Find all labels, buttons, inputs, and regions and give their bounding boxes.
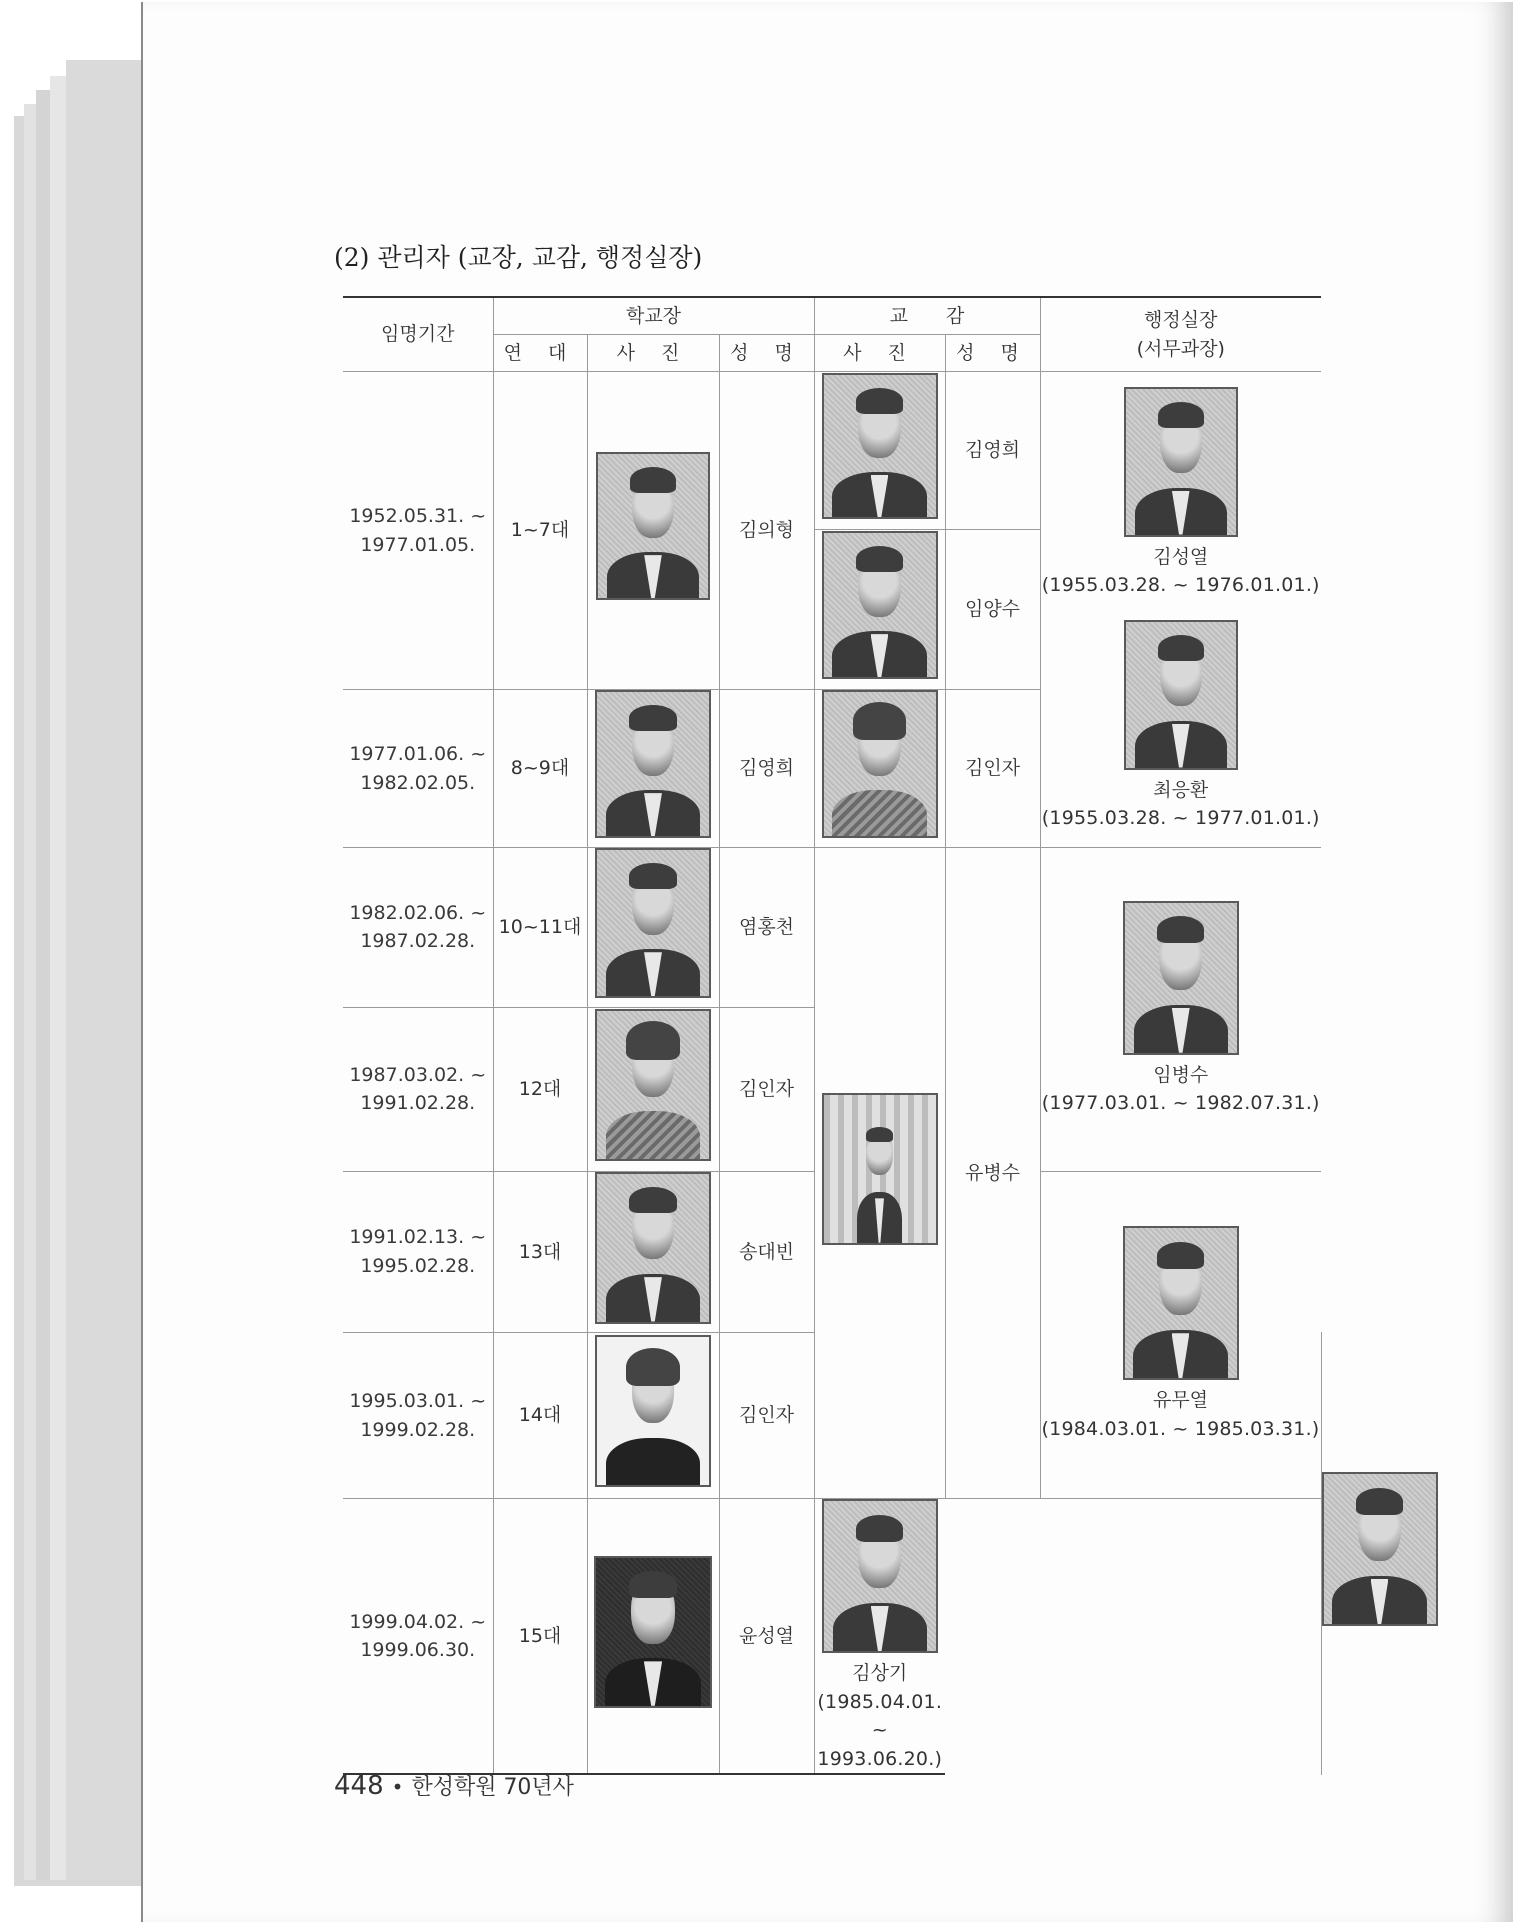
principal-period: 1991.02.13. ~ 1995.02.28. — [343, 1171, 493, 1333]
admin-entry — [815, 1499, 946, 1773]
principal-photo-cell — [587, 1007, 719, 1171]
principal-name: 김의형 — [719, 372, 814, 690]
vp-name: 김영희 — [945, 372, 1040, 530]
portrait-photo — [595, 690, 711, 838]
principal-photo-cell — [587, 372, 719, 690]
vp-photo-cell — [814, 690, 945, 848]
admin-period: (1985.04.01. ~ 1993.06.20.) — [817, 1690, 943, 1770]
principal-period: 1977.01.06. ~ 1982.02.05. — [343, 690, 493, 848]
header-generation: 연 대 — [493, 335, 587, 372]
header-appointment-period: 임명기간 — [343, 297, 493, 372]
admin-entry — [1041, 387, 1322, 600]
principal-generation: 12대 — [493, 1007, 587, 1171]
section-title: (2) 관리자 (교장, 교감, 행정실장) — [334, 243, 703, 272]
vp-name: 유병수 — [945, 848, 1040, 1499]
portrait-photo — [822, 531, 938, 679]
admin-name: 임병수 — [1153, 1063, 1209, 1086]
header-admin-head — [1040, 297, 1321, 372]
portrait-photo — [595, 1335, 711, 1487]
page-number: 448 — [334, 1771, 384, 1801]
principal-period: 1987.03.02. ~ 1991.02.28. — [343, 1007, 493, 1171]
admin-cell — [1040, 372, 1321, 848]
principal-generation: 15대 — [493, 1499, 587, 1775]
header-admin-head-line2: (서무과장) — [1136, 337, 1225, 360]
portrait-photo — [1123, 901, 1239, 1055]
portrait-photo — [1322, 1472, 1438, 1626]
principal-generation: 13대 — [493, 1171, 587, 1333]
admin-name: 김성열 — [1153, 545, 1209, 568]
admin-period: (1977.03.01. ~ 1982.07.31.) — [1041, 1092, 1320, 1115]
principal-generation: 14대 — [493, 1333, 587, 1499]
portrait-photo — [595, 848, 711, 998]
admin-entry — [1041, 901, 1322, 1118]
footer-separator: • — [391, 1775, 404, 1799]
principal-period: 1999.04.02. ~ 1999.06.30. — [343, 1499, 493, 1775]
principal-photo-cell — [587, 690, 719, 848]
vp-photo-cell — [814, 372, 945, 530]
principal-period: 1952.05.31. ~ 1977.01.05. — [343, 372, 493, 690]
principal-photo-cell — [587, 1499, 719, 1775]
principal-name: 송대빈 — [719, 1171, 814, 1333]
vp-photo-cell — [814, 848, 945, 1499]
header-principal: 학교장 — [493, 297, 814, 335]
header-vice-principal: 교 감 — [814, 297, 1040, 335]
admin-cell — [814, 1499, 945, 1775]
admin-name: 최응환 — [1153, 778, 1209, 801]
portrait-photo — [1124, 620, 1238, 770]
portrait-photo — [822, 373, 938, 519]
book-title: 한성학원 70년사 — [411, 1775, 574, 1800]
header-name: 성 명 — [719, 335, 814, 372]
vp-photo-cell — [814, 530, 945, 690]
principal-period: 1995.03.01. ~ 1999.02.28. — [343, 1333, 493, 1499]
principal-generation: 8~9대 — [493, 690, 587, 848]
principal-photo-cell — [587, 848, 719, 1008]
admin-cell — [1040, 1171, 1321, 1499]
portrait-photo — [594, 1556, 712, 1708]
principal-photo-cell — [587, 1171, 719, 1333]
principal-name: 염홍천 — [719, 848, 814, 1008]
admin-period: (1984.03.01. ~ 1985.03.31.) — [1041, 1417, 1320, 1440]
admin-name: 유무열 — [1152, 1389, 1209, 1412]
vp-name: 김인자 — [945, 690, 1040, 848]
principal-generation: 1~7대 — [493, 372, 587, 690]
principal-generation: 10~11대 — [493, 848, 587, 1008]
portrait-photo — [595, 1172, 711, 1324]
principal-name: 윤성열 — [719, 1499, 814, 1775]
principal-period: 1982.02.06. ~ 1987.02.28. — [343, 848, 493, 1008]
portrait-photo — [595, 1009, 711, 1161]
admin-name: 김상기 — [852, 1662, 908, 1684]
admin-entry — [1041, 1226, 1321, 1443]
header-admin-head-line1: 행정실장 — [1144, 309, 1218, 331]
portrait-photo — [596, 452, 710, 600]
portrait-photo — [822, 1499, 938, 1653]
header-vp-photo: 사 진 — [814, 335, 945, 372]
header-photo: 사 진 — [587, 335, 719, 372]
admin-cell — [1040, 848, 1321, 1172]
portrait-photo — [822, 1093, 938, 1245]
principal-name: 김인자 — [719, 1333, 814, 1499]
portrait-photo — [1123, 1226, 1239, 1380]
page-footer — [334, 1770, 574, 1801]
admin-period: (1955.03.28. ~ 1977.01.01.) — [1041, 807, 1320, 829]
book-page-stack — [14, 60, 144, 1880]
vp-name: 임양수 — [945, 530, 1040, 690]
principal-name: 김영희 — [719, 690, 814, 848]
portrait-photo — [1124, 387, 1238, 537]
principal-photo-cell — [587, 1333, 719, 1499]
administrators-table — [343, 296, 1321, 1775]
header-vp-name: 성 명 — [945, 335, 1040, 372]
admin-period: (1955.03.28. ~ 1976.01.01.) — [1041, 574, 1320, 596]
admin-entry — [1041, 620, 1322, 833]
portrait-photo — [822, 690, 938, 838]
principal-name: 김인자 — [719, 1007, 814, 1171]
